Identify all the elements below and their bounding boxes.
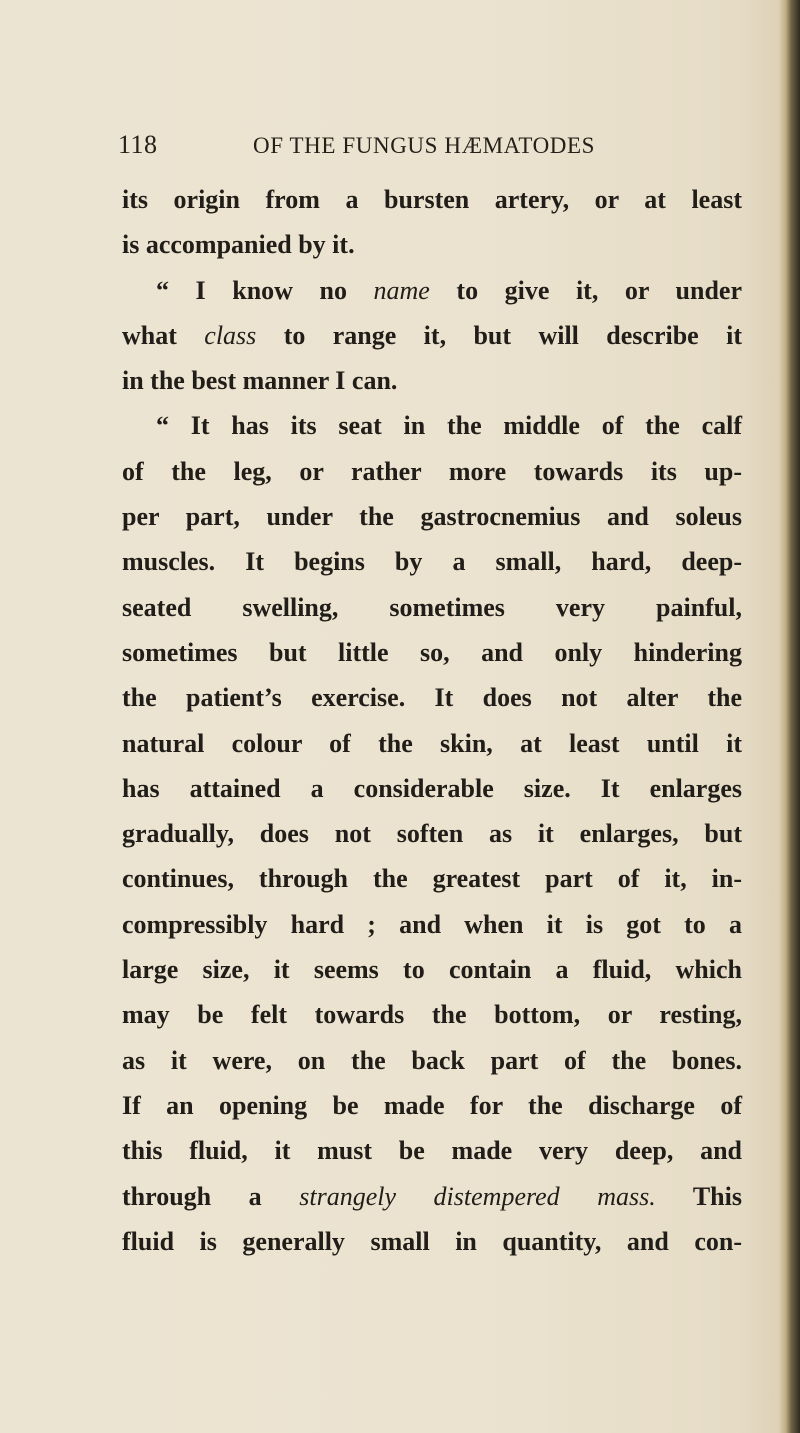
page-number: 118 — [118, 130, 158, 159]
text-line — [122, 403, 742, 448]
text-run: the patient’s exercise. It does not alter the — [122, 683, 742, 713]
text-run: natural colour of the skin, at least until it — [122, 728, 742, 758]
text-run: seated swelling, sometimes very painful, — [122, 592, 742, 622]
text-run: this fluid, it must be made very deep, and — [122, 1136, 742, 1166]
text-line — [122, 675, 742, 720]
italic-text: class — [204, 320, 257, 350]
text-line — [122, 766, 742, 811]
text-run: of the leg, or rather more towards its up- — [122, 456, 742, 486]
text-run: “ It has its seat in the middle of the calf — [156, 411, 742, 441]
text-run: “ I know no — [156, 275, 374, 305]
text-run: as it were, on the back part of the bones. — [122, 1045, 742, 1075]
text-line — [122, 1128, 742, 1173]
text-line — [122, 947, 742, 992]
text-line — [122, 177, 742, 222]
running-head — [0, 128, 800, 168]
book-gutter-edge — [778, 0, 800, 1433]
text-run: in the best manner I can. — [122, 366, 398, 396]
text-run: gradually, does not soften as it enlarges, but — [122, 819, 742, 849]
text-line — [122, 449, 742, 494]
text-line — [122, 268, 742, 313]
text-run: has attained a considerable size. It enlarges — [122, 773, 742, 803]
text-line — [122, 902, 742, 947]
text-line — [122, 222, 742, 267]
text-run: per part, under the gastrocnemius and soleus — [122, 502, 742, 532]
text-line — [122, 1083, 742, 1128]
text-line — [122, 494, 742, 539]
text-run: muscles. It begins by a small, hard, deep- — [122, 547, 742, 577]
text-run: what — [122, 320, 205, 350]
text-run: If an opening be made for the discharge of — [122, 1090, 742, 1120]
text-run: sometimes but little so, and only hindering — [122, 637, 742, 667]
italic-text: name — [373, 275, 430, 305]
text-run: This — [655, 1181, 742, 1211]
text-line — [122, 358, 742, 403]
text-line — [122, 1174, 742, 1219]
body-text — [122, 177, 742, 1264]
text-run: to give it, or under — [429, 275, 742, 305]
text-run: compressibly hard ; and when it is got to a — [122, 909, 742, 939]
text-run: its origin from a bursten artery, or at least — [122, 185, 742, 214]
text-line — [122, 539, 742, 584]
text-run: continues, through the greatest part of it, in- — [122, 864, 742, 894]
text-line — [122, 721, 742, 766]
text-line — [122, 313, 742, 358]
text-run: fluid is generally small in quantity, and con- — [122, 1226, 742, 1256]
text-line — [122, 585, 742, 630]
text-run: large size, it seems to contain a fluid, which — [122, 955, 742, 985]
text-run: is accompanied by it. — [122, 230, 355, 260]
text-line — [122, 1038, 742, 1083]
text-line — [122, 630, 742, 675]
text-line — [122, 811, 742, 856]
text-line — [122, 856, 742, 901]
italic-text: strangely distempered mass. — [299, 1181, 656, 1211]
running-title: OF THE FUNGUS HÆMATODES — [253, 133, 596, 158]
text-line — [122, 1219, 742, 1264]
text-run: may be felt towards the bottom, or resting, — [122, 1000, 742, 1030]
text-run: through a — [122, 1181, 300, 1211]
text-line — [122, 992, 742, 1037]
text-run: to range it, but will describe it — [256, 320, 742, 350]
